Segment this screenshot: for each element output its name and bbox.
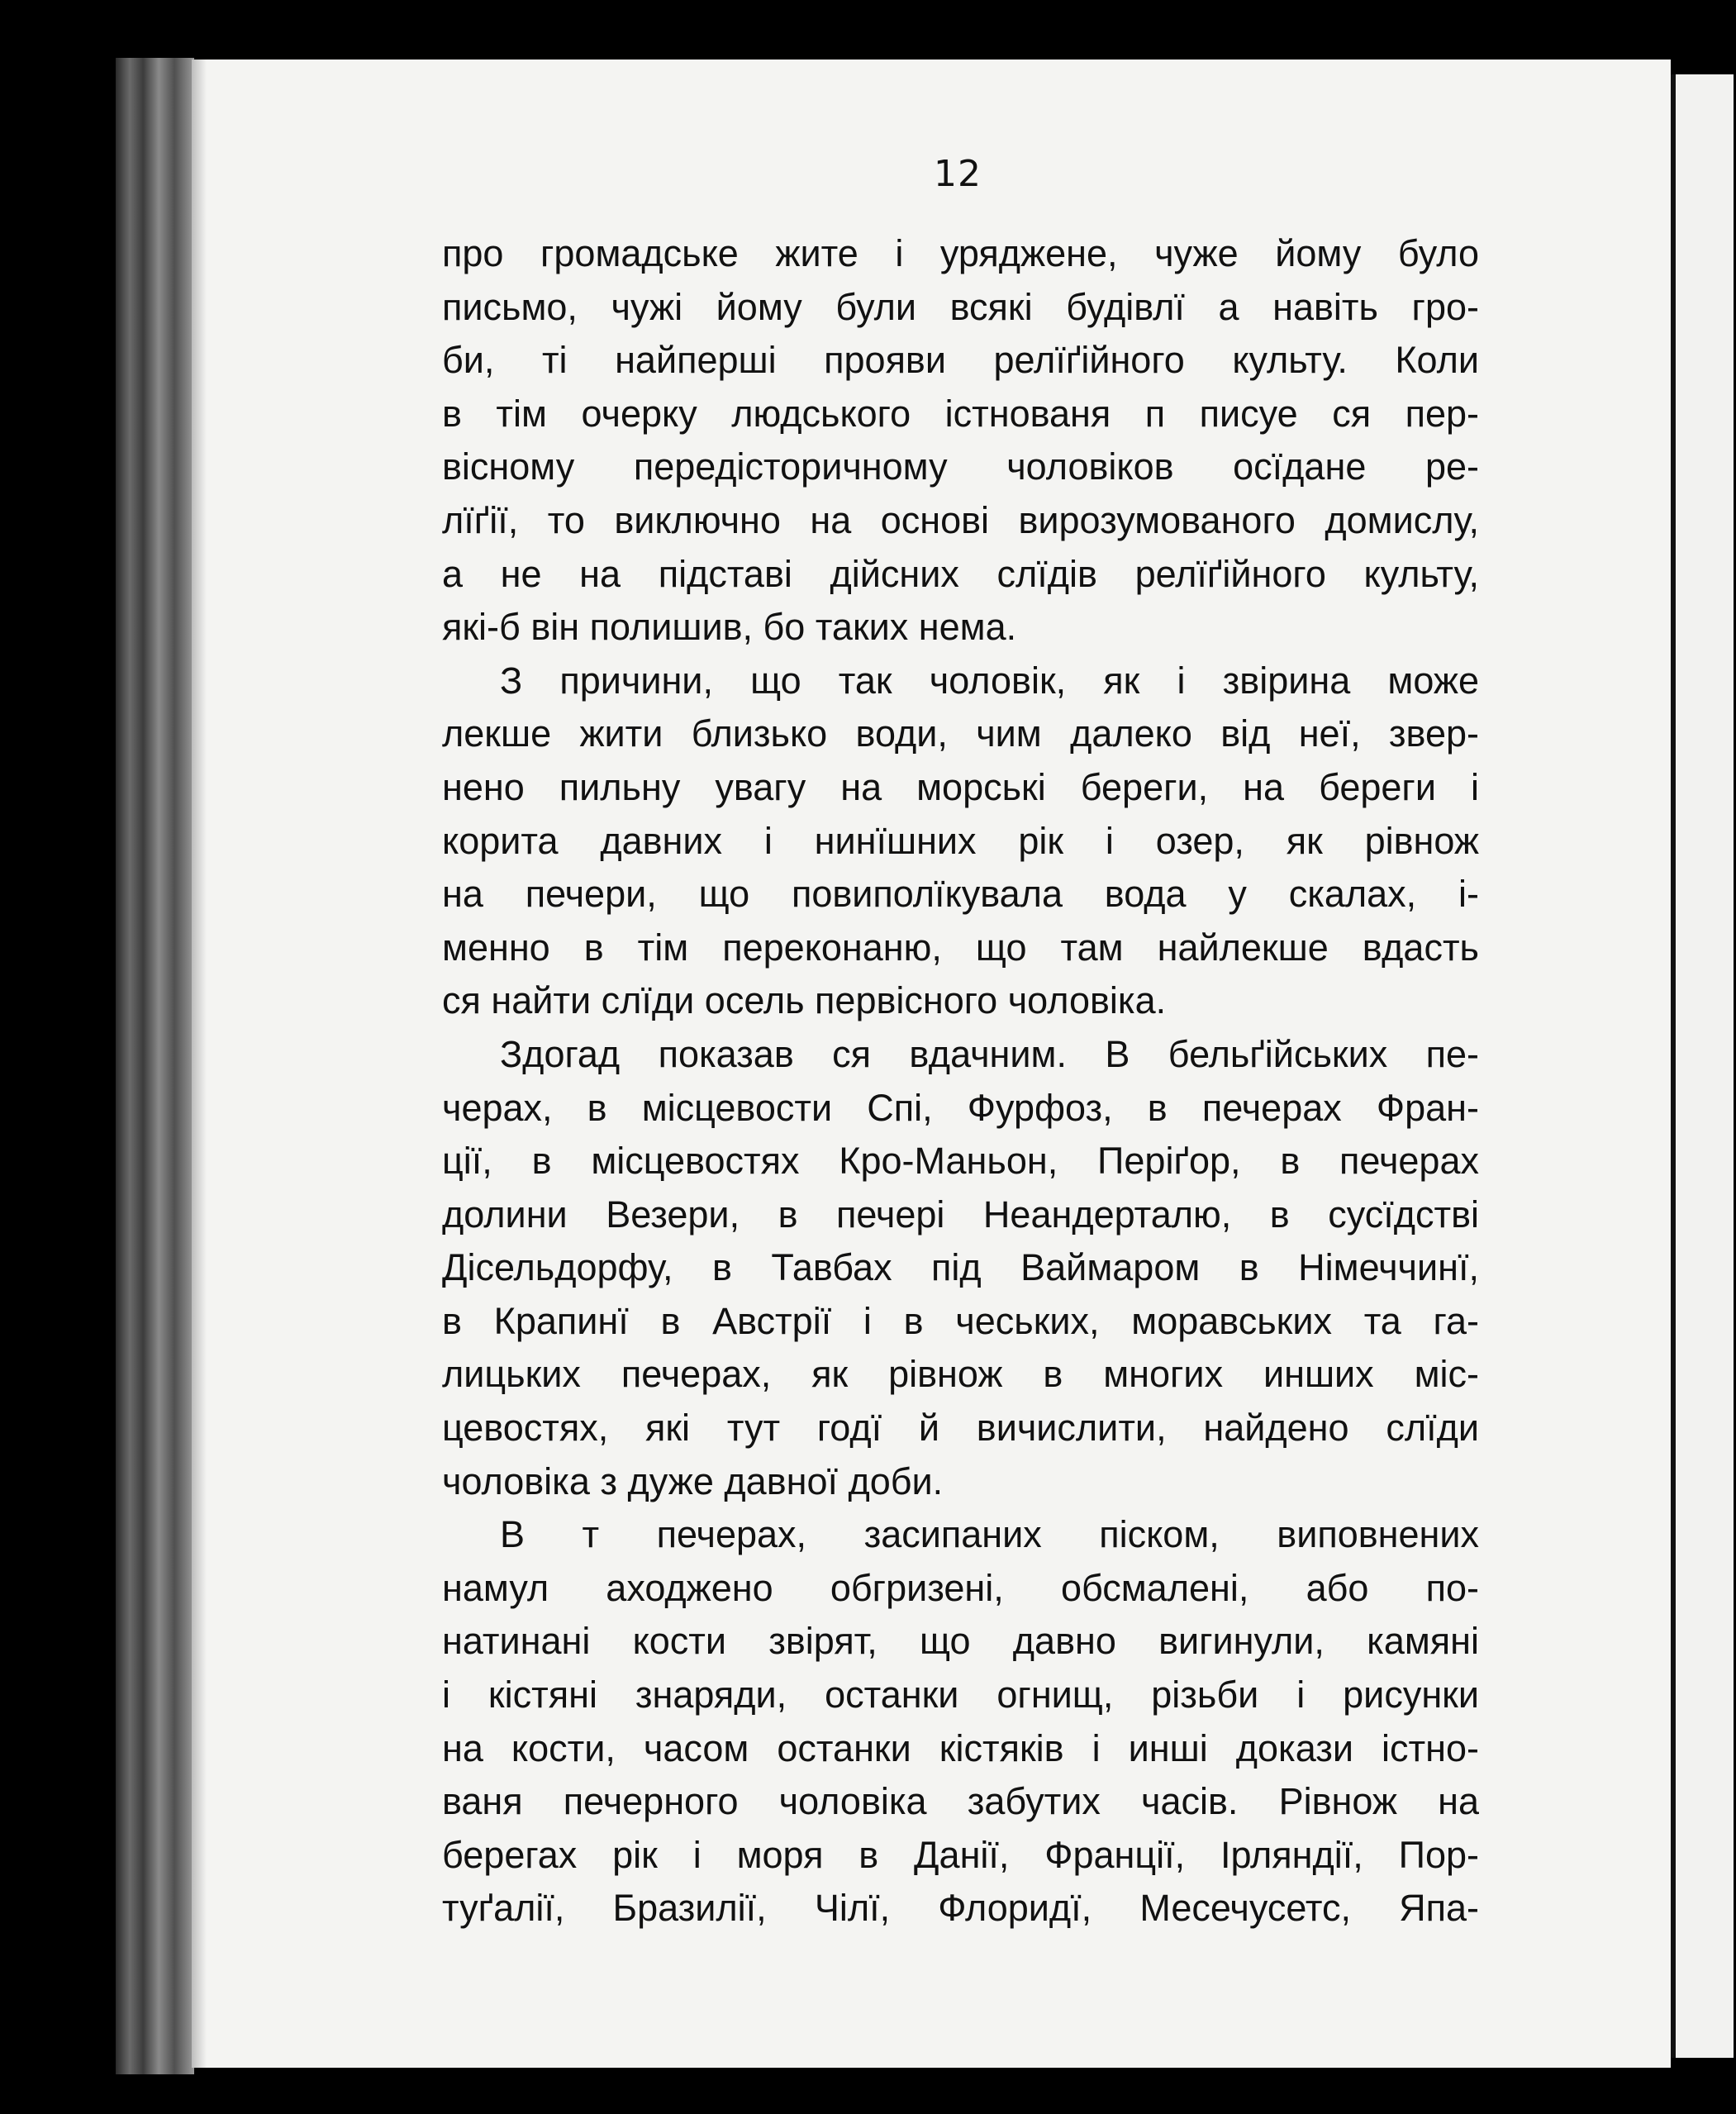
text-line: намул аходжено обгризені, обсмалені, або по-: [442, 1566, 1479, 1609]
text-line: лекше жити близько води, чим далеко від неї, звер-: [442, 712, 1479, 755]
text-line: ції, в місцевостях Кро-Маньон, Періґор, в печерах: [442, 1140, 1479, 1183]
text-line: долини Везери, в печері Неандерталю, в сусїдстві: [442, 1193, 1479, 1236]
text-line: натинані кости звірят, що давно вигинули, камяні: [442, 1620, 1479, 1663]
text-line: туґалії, Бразилії, Чілї, Флоридї, Месечусетс, Япа-: [442, 1887, 1479, 1930]
text-line: лїґії, то виключно на основі вирозумованого домислу,: [442, 498, 1479, 541]
text-line: в Крапинї в Австрії і в чеських, моравських та га-: [442, 1299, 1479, 1342]
text-line: і кістяні знаряди, останки огнищ, різьби і рисунки: [442, 1674, 1479, 1716]
text-line: лицьких печерах, як рівнож в многих инших міс-: [442, 1353, 1479, 1396]
text-line: берегах рік і моря в Данії, Франції, Ірляндії, Пор-: [442, 1833, 1479, 1876]
text-line: З причини, що так чоловік, як і звірина може: [500, 659, 1479, 702]
text-line: ся найти слїди осель первісного чоловіка.: [442, 979, 1167, 1022]
book-spine: [116, 58, 194, 2074]
text-line: Дісельдорфу, в Тавбах під Ваймаром в Німеччинї,: [442, 1246, 1479, 1289]
text-line: черах, в місцевости Спі, Фурфоз, в печерах Фран-: [442, 1086, 1479, 1129]
text-line: цевостях, які тут годї й вичислити, найдено слїди: [442, 1407, 1479, 1450]
text-line: ваня печерного чоловіка забутих часів. Рівнож на: [442, 1780, 1479, 1823]
page-number: 12: [934, 153, 982, 195]
paragraph-2: [442, 655, 1479, 1028]
paragraph-1: [442, 227, 1479, 655]
text-line: менно в тім переконаню, що там найлекше вдасть: [442, 926, 1479, 969]
page-gutter-shadow: [192, 60, 207, 2068]
text-line: а не на підставі дійсних слїдів релїґійного культу,: [442, 552, 1479, 595]
text-line: вісному передісторичному чоловіков осїдане ре-: [442, 445, 1479, 488]
text-line: в тім очерку людського істнованя п писуе ся пер-: [442, 392, 1479, 435]
text-line: нено пильну увагу на морські береги, на береги і: [442, 765, 1479, 808]
text-line: би, ті найперші прояви релїґійного культу. Коли: [442, 339, 1479, 382]
text-line: Здогад показав ся вдачним. В бельґійських пе-: [500, 1032, 1479, 1075]
text-line: письмо, чужі йому були всякі будівлї а навіть гро-: [442, 285, 1479, 328]
text-line: В т печерах, засипаних піском, виповнених: [500, 1513, 1479, 1556]
adjacent-page-edge: [1671, 74, 1734, 2058]
text-line: чоловіка з дуже давної доби.: [442, 1459, 944, 1502]
body-text: [442, 227, 1479, 1935]
text-line: які-б він полишив, бо таких нема.: [442, 606, 1017, 649]
paragraph-3: [442, 1028, 1479, 1508]
text-line: на кости, часом останки кістяків і инші докази істно-: [442, 1726, 1479, 1769]
text-line: корита давних і нинїшних рік і озер, як рівнож: [442, 819, 1479, 862]
text-line: на печери, що повиполїкувала вода у скалах, і-: [442, 873, 1479, 916]
text-line: про громадське жите і уряджене, чуже йому було: [442, 232, 1479, 274]
paragraph-4: [442, 1508, 1479, 1935]
